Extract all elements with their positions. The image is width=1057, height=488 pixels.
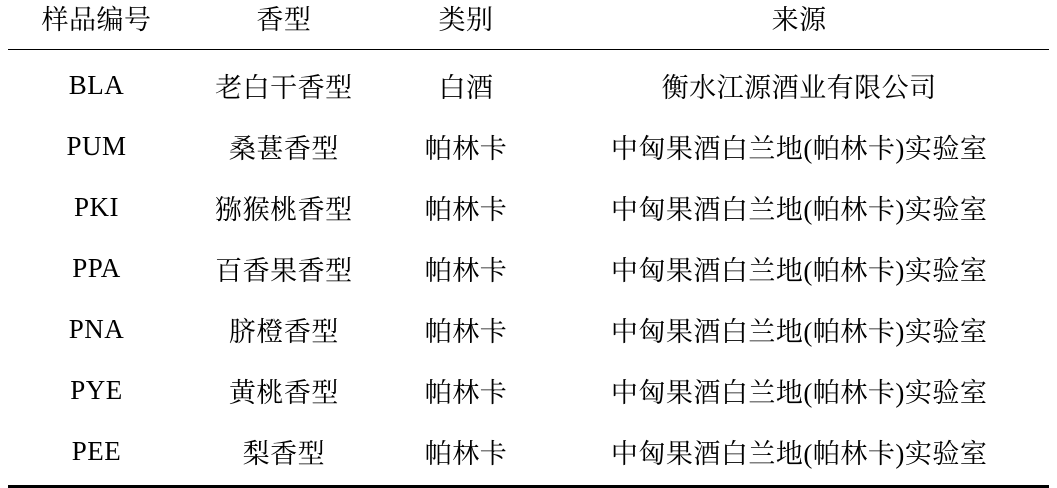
table-row bbox=[8, 49, 1049, 116]
cell-source: 中匈果酒白兰地(帕林卡)实验室 bbox=[610, 438, 988, 469]
cell-aroma-type: 老白干香型 bbox=[215, 72, 353, 103]
table-row bbox=[8, 421, 1049, 487]
cell-category: 帕林卡 bbox=[424, 194, 508, 225]
cell-aroma-type: 黄桃香型 bbox=[228, 377, 339, 408]
cell-source: 中匈果酒白兰地(帕林卡)实验室 bbox=[610, 133, 988, 164]
cell-source: 衡水江源酒业有限公司 bbox=[661, 72, 937, 103]
table-row bbox=[8, 177, 1049, 238]
column-header-aroma-type: 香型 bbox=[185, 0, 383, 49]
cell-source: 中匈果酒白兰地(帕林卡)实验室 bbox=[610, 377, 988, 408]
cell-aroma-type: 脐橙香型 bbox=[228, 316, 339, 347]
cell-category: 帕林卡 bbox=[424, 255, 508, 286]
table-row bbox=[8, 299, 1049, 360]
cell-sample-id: BLA bbox=[68, 69, 125, 100]
cell-category: 帕林卡 bbox=[424, 316, 508, 347]
cell-category: 帕林卡 bbox=[424, 438, 508, 469]
cell-aroma-type: 梨香型 bbox=[242, 438, 326, 469]
column-header-category: 类别 bbox=[383, 0, 550, 49]
cell-category: 帕林卡 bbox=[424, 377, 508, 408]
cell-sample-id: PEE bbox=[71, 435, 122, 466]
cell-sample-id: PYE bbox=[70, 374, 123, 405]
cell-aroma-type: 猕猴桃香型 bbox=[215, 194, 353, 225]
cell-sample-id: PKI bbox=[73, 191, 119, 222]
table-body bbox=[8, 49, 1049, 486]
sample-table bbox=[8, 0, 1049, 488]
table-row bbox=[8, 360, 1049, 421]
column-header-source: 来源 bbox=[549, 0, 1049, 49]
table-header bbox=[8, 0, 1049, 49]
cell-sample-id: PUM bbox=[66, 130, 127, 161]
cell-source: 中匈果酒白兰地(帕林卡)实验室 bbox=[610, 316, 988, 347]
table-row bbox=[8, 238, 1049, 299]
column-header-sample-id: 样品编号 bbox=[8, 0, 185, 49]
table-header-row bbox=[8, 0, 1049, 49]
cell-aroma-type: 桑葚香型 bbox=[228, 133, 339, 164]
cell-source: 中匈果酒白兰地(帕林卡)实验室 bbox=[610, 255, 988, 286]
cell-category: 帕林卡 bbox=[424, 133, 508, 164]
cell-category: 白酒 bbox=[438, 72, 494, 103]
cell-sample-id: PPA bbox=[72, 252, 121, 283]
table-row bbox=[8, 116, 1049, 177]
cell-aroma-type: 百香果香型 bbox=[215, 255, 353, 286]
cell-sample-id: PNA bbox=[68, 313, 125, 344]
cell-source: 中匈果酒白兰地(帕林卡)实验室 bbox=[610, 194, 988, 225]
